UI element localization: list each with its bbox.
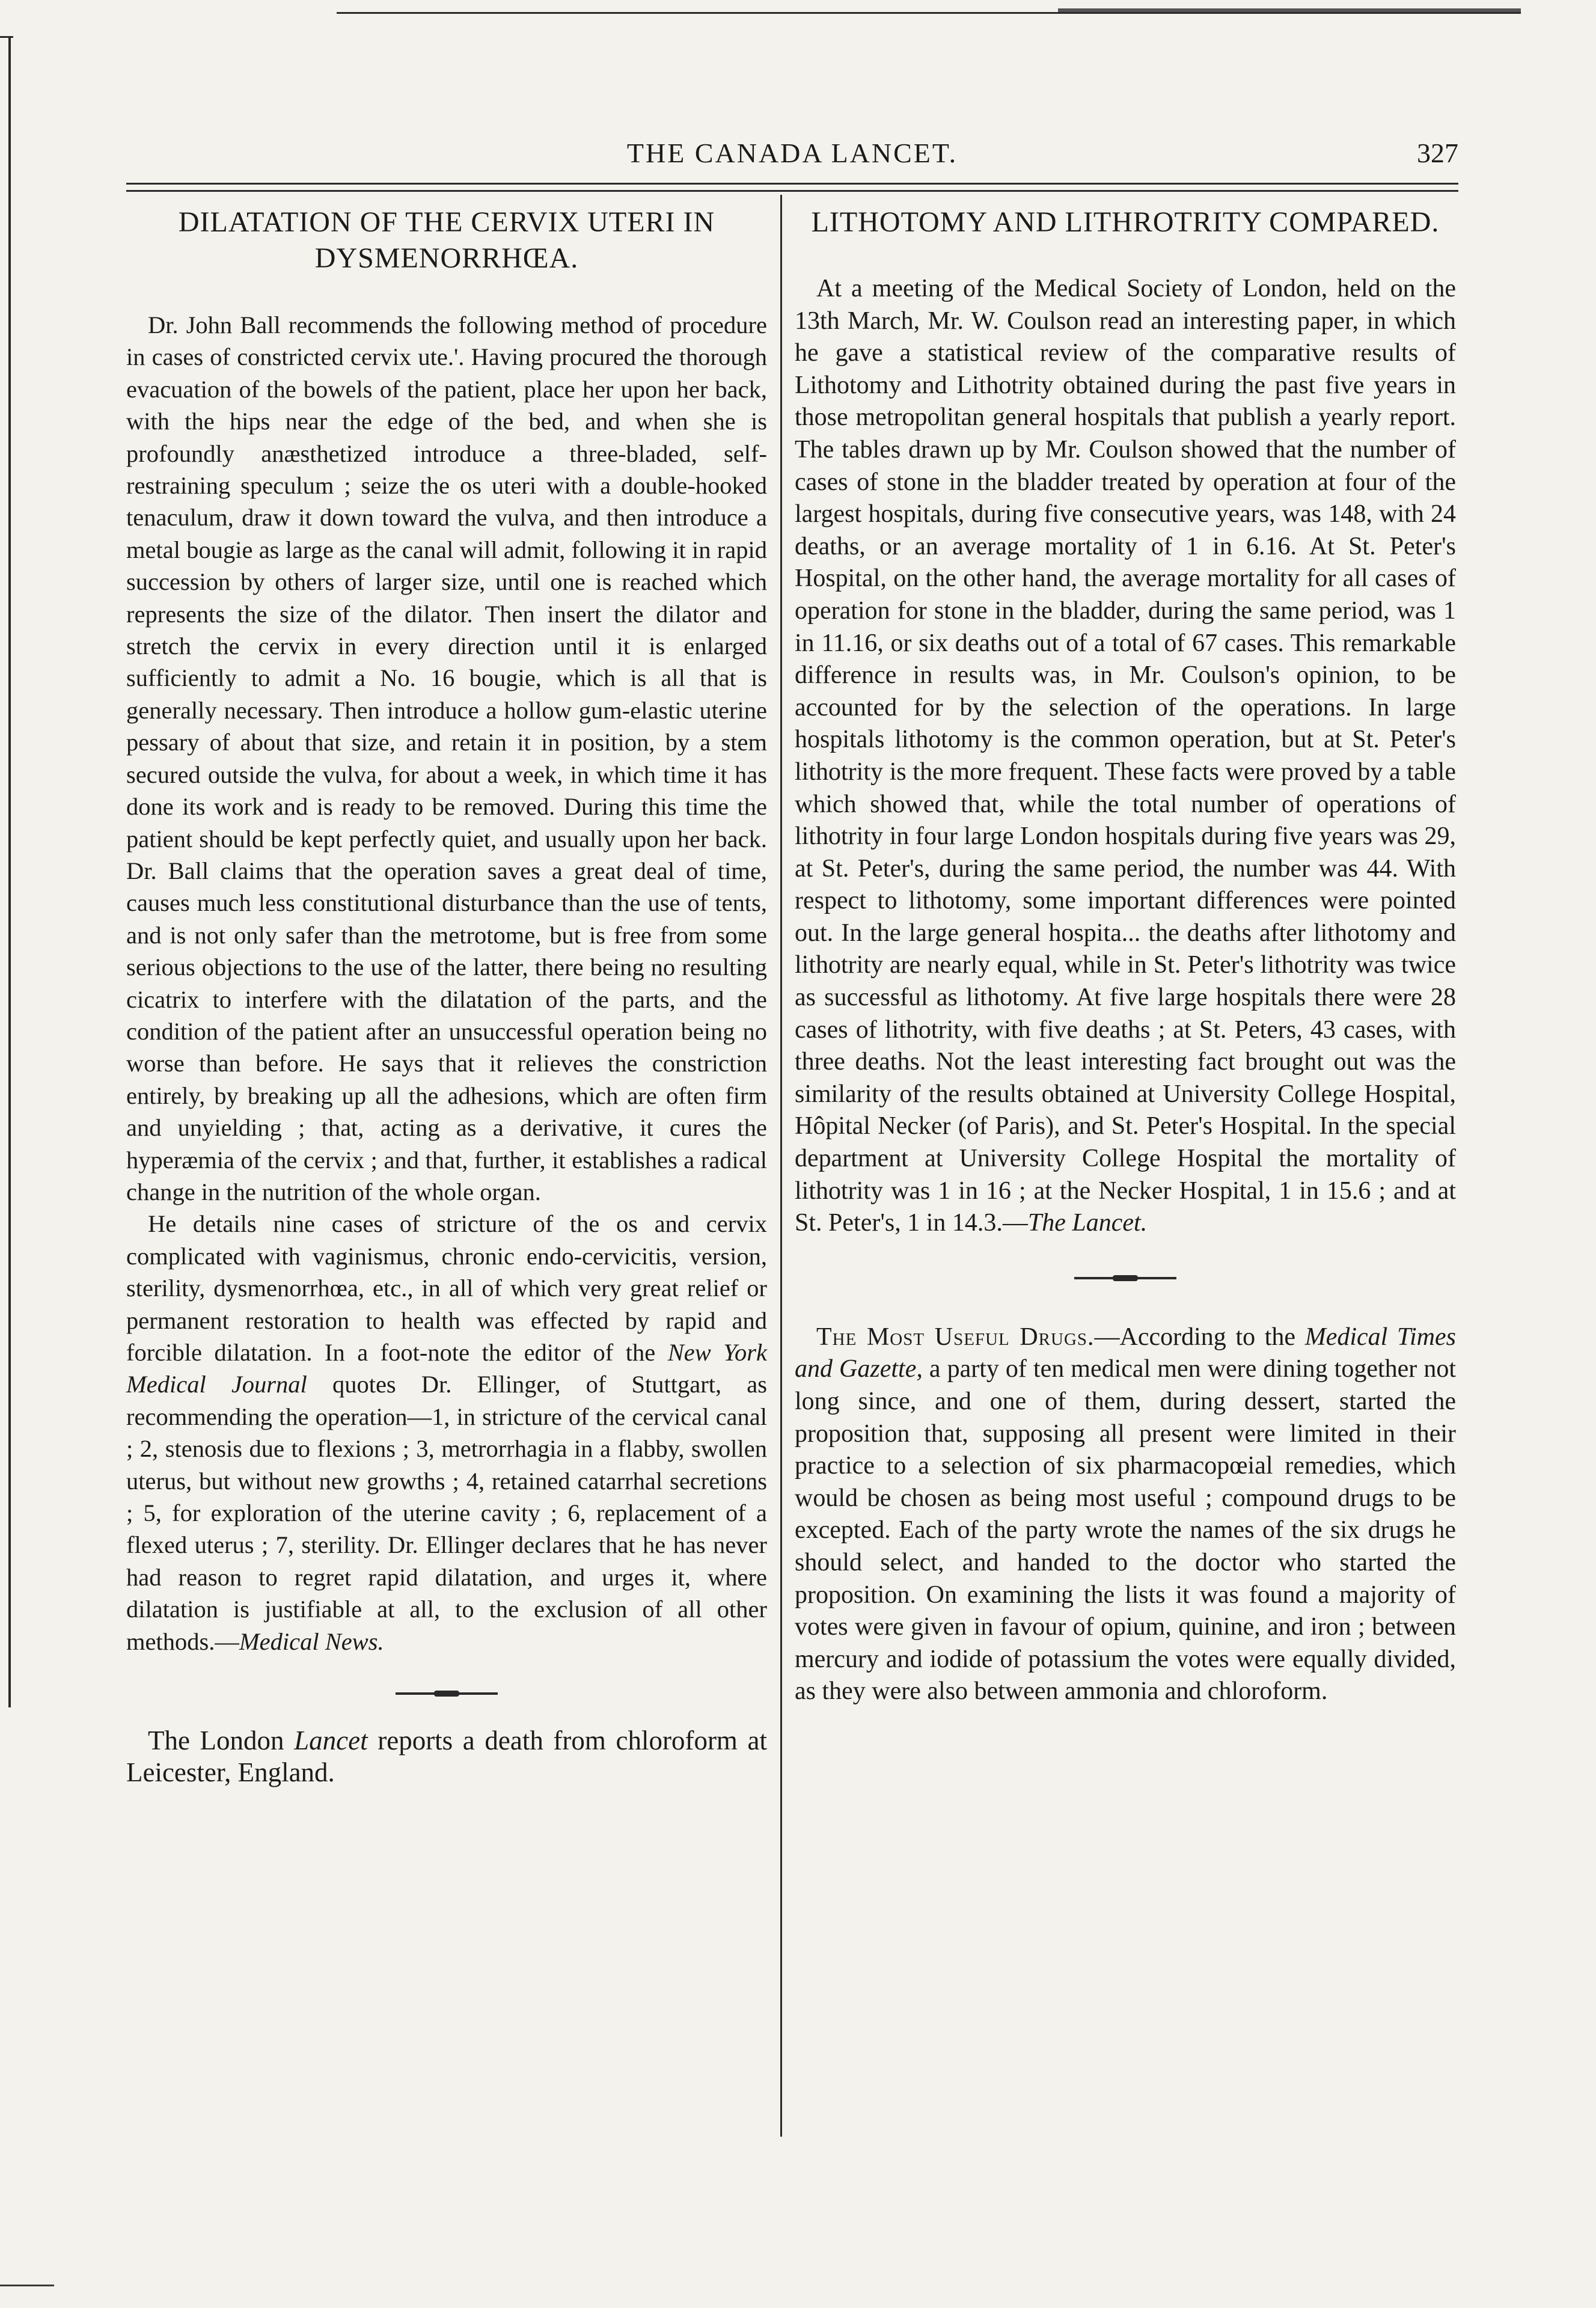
binding-edge-line [8,36,11,1707]
article-title-lithotomy: LITHOTOMY AND LITHROTRITY COMPARED. [811,206,1440,238]
left-column [126,204,767,1789]
note-text-a: The London [148,1725,295,1756]
section-divider [1074,1277,1176,1279]
useful-drugs-heading: The Most Useful Drugs. [816,1323,1095,1351]
binding-edge-tick [0,36,13,38]
header-rule-top [126,183,1458,185]
useful-drugs-note [795,1321,1456,1708]
right-column [795,204,1456,1708]
paragraph-2-text-b: quotes Dr. Ellinger, of Stuttgart, as recommending the operation—1, in stricture of the cervical canal ; 2, stenosis due to flexions ; 3, metrorrhagia in a flabby, swollen uterus, but without new growths ; 4, retained catarrhal secretions ; 5, for exploration of the uterine cavity ; 6, replacement of a flexed uterus ; 7, sterility. Dr. Ellinger declares that he has never had reason to regret rapid dilatation, and urges it, where dilatation is justifiable at all, to the exclusion of all other methods.— [126,1371,767,1655]
source-credit: Medical News. [239,1627,384,1655]
top-edge-rule [337,8,1521,14]
lithotomy-text: At a meeting of the Medical Society of London, held on the 13th March, Mr. W. Coulson read an interesting paper, in which he gave a statistical review of the comparative results of Lithotomy and Lithotrity obtained during the past five years in those metropolitan general hospitals that publish a yearly report. The tables drawn up by Mr. Coulson showed that the number of cases of stone in the bladder treated by operation at four of the largest hospitals, during five consecutive years, was 148, with 24 deaths, or an average mortality of 1 in 6.16. At St. Peter's Hospital, on the other hand, the average mortality for all cases of operation for stone in the bladder, during the same period, was 1 in 11.16, or six deaths out of a total of 67 cases. This remarkable difference in results was, in Mr. Coulson's opinion, to be accounted for by the selection of the operations. In large hospitals lithotomy is the common operation, but at St. Peter's lithotrity is the more frequent. These facts were proved by a table which showed that, while the total number of operations of lithotrity in four large London hospitals during five years was 29, at St. Peter's, during the same period, the number was 44. With respect to lithotomy, some important differences were pointed out. In the large general hospita... the deaths after lithotomy and lithotrity are nearly equal, while in St. Peter's lithotrity was twice as successful as lithotomy. At five large hospitals there were 28 cases of lithotrity, with five deaths ; at St. Peters, 43 cases, with three deaths. Not the least interesting fact brought out was the similarity of the results obtained at University College Hospital, Hôpital Necker (of Paris), and St. Peter's Hospital. In the special department at University College Hospital the mortality of lithotrity was 1 in 16 ; at the Necker Hospital, 1 in 15.6 ; and at St. Peter's, 1 in 14.3.— [795,275,1456,1237]
note-source: Lancet [294,1725,368,1756]
drugs-text-a: —According to the [1094,1323,1305,1351]
running-title: THE CANADA LANCET. [626,138,958,168]
drugs-source: Medical Times and Gazette, [795,1323,1456,1383]
note-text-b: reports a death from chloroform at Leicester, England. [126,1725,768,1788]
running-head [126,137,1458,179]
section-divider [396,1692,498,1695]
drugs-text-b: a party of ten medical men were dining together not long since, and one of them, during dessert, started the proposition that, supposing all present were limited in their practice to a selection of six pharmacopœial remedies, which would be chosen as being most useful ; compound drugs to be excepted. Each of the party wrote the names of the six drugs he should select, and handed to the doctor who started the proposition. On examining the lists it was found a majority of votes were given in favour of opium, quinine, and iron ; between mercury and iodide of potassium the votes were equally divided, as they were also between ammonia and chloroform. [795,1355,1456,1706]
chloroform-note [126,1725,767,1789]
article-paragraph-1: Dr. John Ball recommends the following method of procedure in cases of constricted cervix ute.'. Having procured the thorough evacuation of the bowels of the patient, place her upon her back, with the hips near the edge of the bed, and when she is profoundly anæsthetized introduce a three-bladed, self-restraining speculum ; seize the os uteri with a double-hooked tenaculum, draw it down toward the vulva, and then introduce a metal bougie as large as the canal will admit, following it in rapid succession by others of larger size, until one is reached which represents the size of the dilator. Then insert the dilator and stretch the cervix in every direction until it is enlarged sufficiently to admit a No. 16 bougie, which is all that is generally necessary. Then introduce a hollow gum-elastic uterine pessary of about that size, and retain it in position, by a stem secured outside the vulva, for about a week, in which time it has done its work and is ready to be removed. During this time the patient should be kept perfectly quiet, and usually upon her back. Dr. Ball claims that the operation saves a great deal of time, causes much less constitutional disturbance than the use of tents, and is not only safer than the metrotome, but is free from some serious objections to the use of the latter, there being no resulting cicatrix to interfere with the dilatation of the parts, and the condition of the patient after an unsuccessful operation being no worse than before. He says that it relieves the constriction entirely, by breaking up all the adhesions, which are often firm and unyielding ; that, acting as a derivative, it cures the hyperæmia of the cervix ; and that, further, it establishes a radical change in the nutrition of the whole organ. [126,311,767,1205]
column-divider [780,195,782,2137]
article-title-dilatation: DILATATION OF THE CERVIX UTERI IN DYSMENORRHŒA. [178,206,715,274]
header-rule-bottom [126,190,1458,192]
lithotomy-body [795,273,1456,1240]
paragraph-2-text-a: He details nine cases of stricture of the os and cervix complicated with vaginismus, chronic endo-cervicitis, version, sterility, dysmenorrhœa, etc., in all of which very great relief or permanent restoration to health was effected by rapid and forcible dilatation. In a foot-note the editor of the [126,1210,767,1366]
article-paragraph-2 [126,1208,767,1658]
bottom-edge-mark [0,2285,54,2286]
page-number: 327 [1417,138,1458,168]
journal-name: New York Medical Journal [126,1339,768,1398]
lithotomy-credit: The Lancet. [1027,1209,1148,1237]
